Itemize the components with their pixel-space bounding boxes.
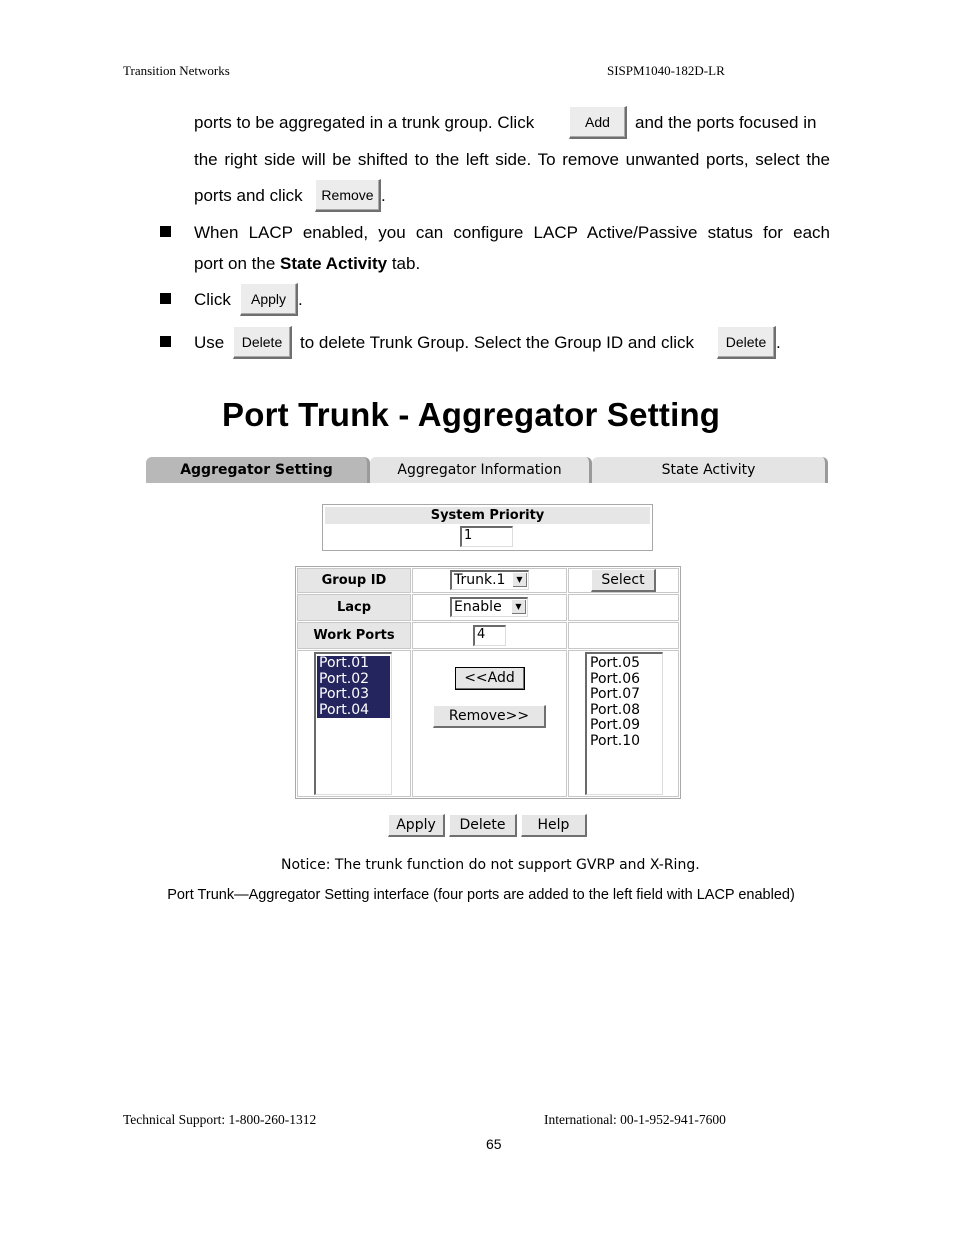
add-ports-button[interactable]: <<Add [455,667,525,690]
delete-button-inline[interactable]: Delete [233,326,292,359]
figure-caption: Port Trunk—Aggregator Setting interface (four ports are added to the left field with LACP enabled) [167,887,795,903]
available-ports-list[interactable] [585,652,663,795]
list-item[interactable]: Port.02 [317,672,390,688]
help-button[interactable]: Help [521,814,587,837]
bullet3-mid: to delete Trunk Group. Select the Group ID and click [300,333,695,352]
bullet3-pre: Use [194,333,225,352]
state-activity-bold: State Activity [280,254,388,273]
lacp-select[interactable]: Enable ▼ [450,597,528,617]
list-item[interactable]: Port.08 [590,701,641,718]
bullet2-text: Click [194,290,231,309]
para1-line1-post: and the ports focused in [635,113,817,132]
list-item[interactable]: Port.03 [317,687,390,703]
delete-button-inline-2[interactable]: Delete [717,326,776,359]
header-right: SISPM1040-182D-LR [607,63,725,78]
list-item[interactable]: Port.01 [317,656,390,672]
list-item[interactable]: Port.04 [317,703,390,719]
dropdown-arrow-icon: ▼ [512,600,526,614]
bullet-icon [160,336,171,347]
tab-state-activity[interactable]: State Activity [592,457,828,483]
notice-text: Notice: The trunk function do not support GVRP and X-Ring. [281,857,700,873]
aggregated-ports-list[interactable] [314,652,392,795]
bullet1-line2: port on the State Activity tab. [194,254,421,273]
tab-bar [146,457,828,483]
para1-line3-post: . [381,186,386,205]
apply-button[interactable]: Apply [388,814,445,837]
list-item[interactable]: Port.05 [590,655,641,671]
system-priority-label: System Priority [325,507,650,524]
bullet-icon [160,226,171,237]
dropdown-arrow-icon: ▼ [513,573,527,587]
group-id-select[interactable]: Trunk.1 ▼ [450,570,529,590]
footer-right: International: 00-1-952-941-7600 [544,1112,726,1127]
list-item[interactable]: Port.09 [590,717,641,733]
remove-button-inline[interactable]: Remove [315,179,381,212]
select-button[interactable]: Select [591,569,656,592]
header-left: Transition Networks [123,63,230,78]
list-item[interactable]: Port.10 [590,732,641,749]
page-title: Port Trunk - Aggregator Setting [222,396,721,433]
bullet3-post: . [776,333,781,352]
remove-ports-button[interactable]: Remove>> [433,705,546,728]
bullet-icon [160,293,171,304]
lacp-label: Lacp [297,594,411,621]
group-id-label: Group ID [297,568,411,593]
bullet1-line1: When LACP enabled, you can configure LACP Active/Passive status for each [194,223,830,242]
work-ports-empty-cell [568,622,679,649]
delete-button[interactable]: Delete [449,814,517,837]
para1-line3-pre: ports and click [194,186,303,205]
tab-aggregator-setting[interactable]: Aggregator Setting [146,457,370,483]
list-item[interactable]: Port.07 [590,686,641,702]
work-ports-input[interactable]: 4 [473,625,506,646]
para1-line1-pre: ports to be aggregated in a trunk group. Click [194,113,535,132]
lacp-empty-cell [568,594,679,621]
bullet2-post: . [298,290,303,309]
para1-line2: the right side will be shifted to the left side. To remove unwanted ports, select the [194,150,830,169]
footer-left: Technical Support: 1-800-260-1312 [123,1112,317,1127]
system-priority-input[interactable]: 1 [460,526,513,547]
page-number: 65 [486,1136,502,1152]
add-button-inline[interactable]: Add [569,106,627,139]
apply-button-inline[interactable]: Apply [240,283,298,316]
tab-aggregator-information[interactable]: Aggregator Information [370,457,592,483]
work-ports-label: Work Ports [297,622,411,649]
list-item[interactable]: Port.06 [590,670,641,687]
